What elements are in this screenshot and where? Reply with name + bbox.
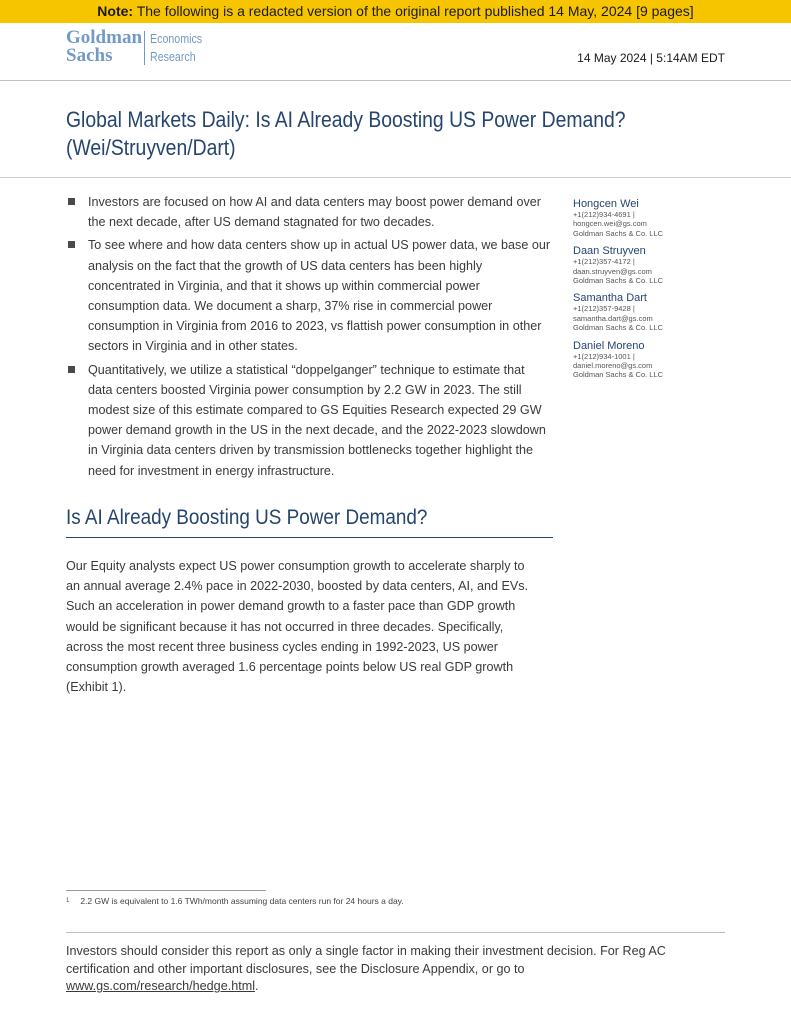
bullet-square-icon	[68, 366, 75, 373]
disclosure-link[interactable]: www.gs.com/research/hedge.html	[66, 979, 255, 994]
author-firm: Goldman Sachs & Co. LLC	[573, 370, 664, 380]
section-underline	[66, 537, 553, 538]
title-divider	[0, 177, 791, 178]
author-name: Samantha Dart	[573, 292, 647, 305]
logo-unit: Economics Research	[150, 31, 203, 64]
note-text: The following is a redacted version of the original report published 14 May, 2024 [9 pages]	[136, 3, 694, 19]
author-card	[573, 245, 723, 285]
author-email[interactable]: daniel.moreno@gs.com	[573, 361, 653, 371]
disclaimer	[66, 943, 716, 996]
disclaimer-text: Investors should consider this report as only a single factor in making their investment decision. For Reg AC certification and other important disclosures, see the Disclosure Appendix, or go to	[66, 944, 666, 976]
header-divider	[0, 80, 791, 81]
key-point: Investors are focused on how AI and data centers may boost power demand over the next decade, after US demand stagnated for two decades.	[66, 192, 552, 232]
author-name: Daan Struyven	[573, 245, 646, 258]
author-card	[573, 292, 723, 332]
author-firm: Goldman Sachs & Co. LLC	[573, 276, 664, 286]
author-email[interactable]: daan.struyven@gs.com	[573, 266, 652, 276]
author-phone: +1(212)357-4172 |	[573, 257, 635, 267]
author-email[interactable]: samantha.dart@gs.com	[573, 313, 653, 323]
logo-divider	[144, 31, 145, 65]
key-point: To see where and how data centers show up in actual US power data, we base our analysis on the fact that the growth of US data centers has been highly concentrated in Virginia, and that it shows up within commercial power consumption data. We document a sharp, 37% rise in commercial power consumption in Virginia from 2016 to 2023, vs flattish power consumption in other sectors in Virginia and in other states.	[66, 235, 552, 356]
section-heading: Is AI Already Boosting US Power Demand?	[66, 506, 428, 529]
author-firm: Goldman Sachs & Co. LLC	[573, 228, 664, 238]
disclaimer-end: .	[255, 979, 259, 994]
author-phone: +1(212)357-9428 |	[573, 304, 635, 314]
author-email[interactable]: hongcen.wei@gs.com	[573, 219, 647, 229]
bullet-square-icon	[68, 241, 75, 248]
footnote-text: 2.2 GW is equivalent to 1.6 TWh/month assuming data centers run for 24 hours a day.	[80, 896, 404, 906]
author-firm: Goldman Sachs & Co. LLC	[573, 323, 664, 333]
author-card	[573, 198, 723, 238]
author-phone: +1(212)934-1001 |	[573, 351, 635, 361]
author-phone: +1(212)934-4691 |	[573, 210, 635, 219]
redaction-note-banner	[0, 0, 791, 23]
logo-wordmark: Goldman Sachs	[66, 27, 143, 66]
report-date: 14 May 2024 | 5:14AM EDT	[577, 51, 725, 65]
author-list	[573, 198, 723, 387]
key-points-list	[66, 192, 552, 484]
footnote-divider	[66, 890, 266, 891]
author-name: Daniel Moreno	[573, 339, 645, 352]
footer-divider	[66, 932, 725, 933]
footnote	[66, 896, 404, 907]
author-card	[573, 340, 723, 380]
note-label: Note:	[97, 3, 134, 19]
report-title: Global Markets Daily: Is AI Already Boosting US Power Demand? (Wei/Struyven/Dart)	[66, 107, 626, 160]
bullet-square-icon	[68, 198, 75, 205]
author-name: Hongcen Wei	[573, 198, 639, 210]
footnote-number: 1	[66, 898, 70, 904]
key-point: Quantitatively, we utilize a statistical “doppelganger” technique to estimate that data centers boosted Virginia power consumption by 2.2 GW in 2023. The still modest size of this estimate compared to GS Equities Research expected 29 GW power demand growth in the US in the next decade, and the 2022-2023 slowdown in Virginia data centers driven by transmission bottlenecks together highlight the need for investment in energy infrastructure.	[66, 360, 552, 481]
section-body: Our Equity analysts expect US power consumption growth to accelerate sharply to an annual average 2.4% pace in 2022-2030, boosted by data centers, AI, and EVs. Such an acceleration in power demand growth to a faster pace than GDP growth would be significant because it has not occurred in three decades. Specifically, across the most recent three business cycles ending in 1992-2023, US power consumption growth averaged 1.6 percentage points below US real GDP growth (Exhibit 1).	[66, 559, 529, 695]
